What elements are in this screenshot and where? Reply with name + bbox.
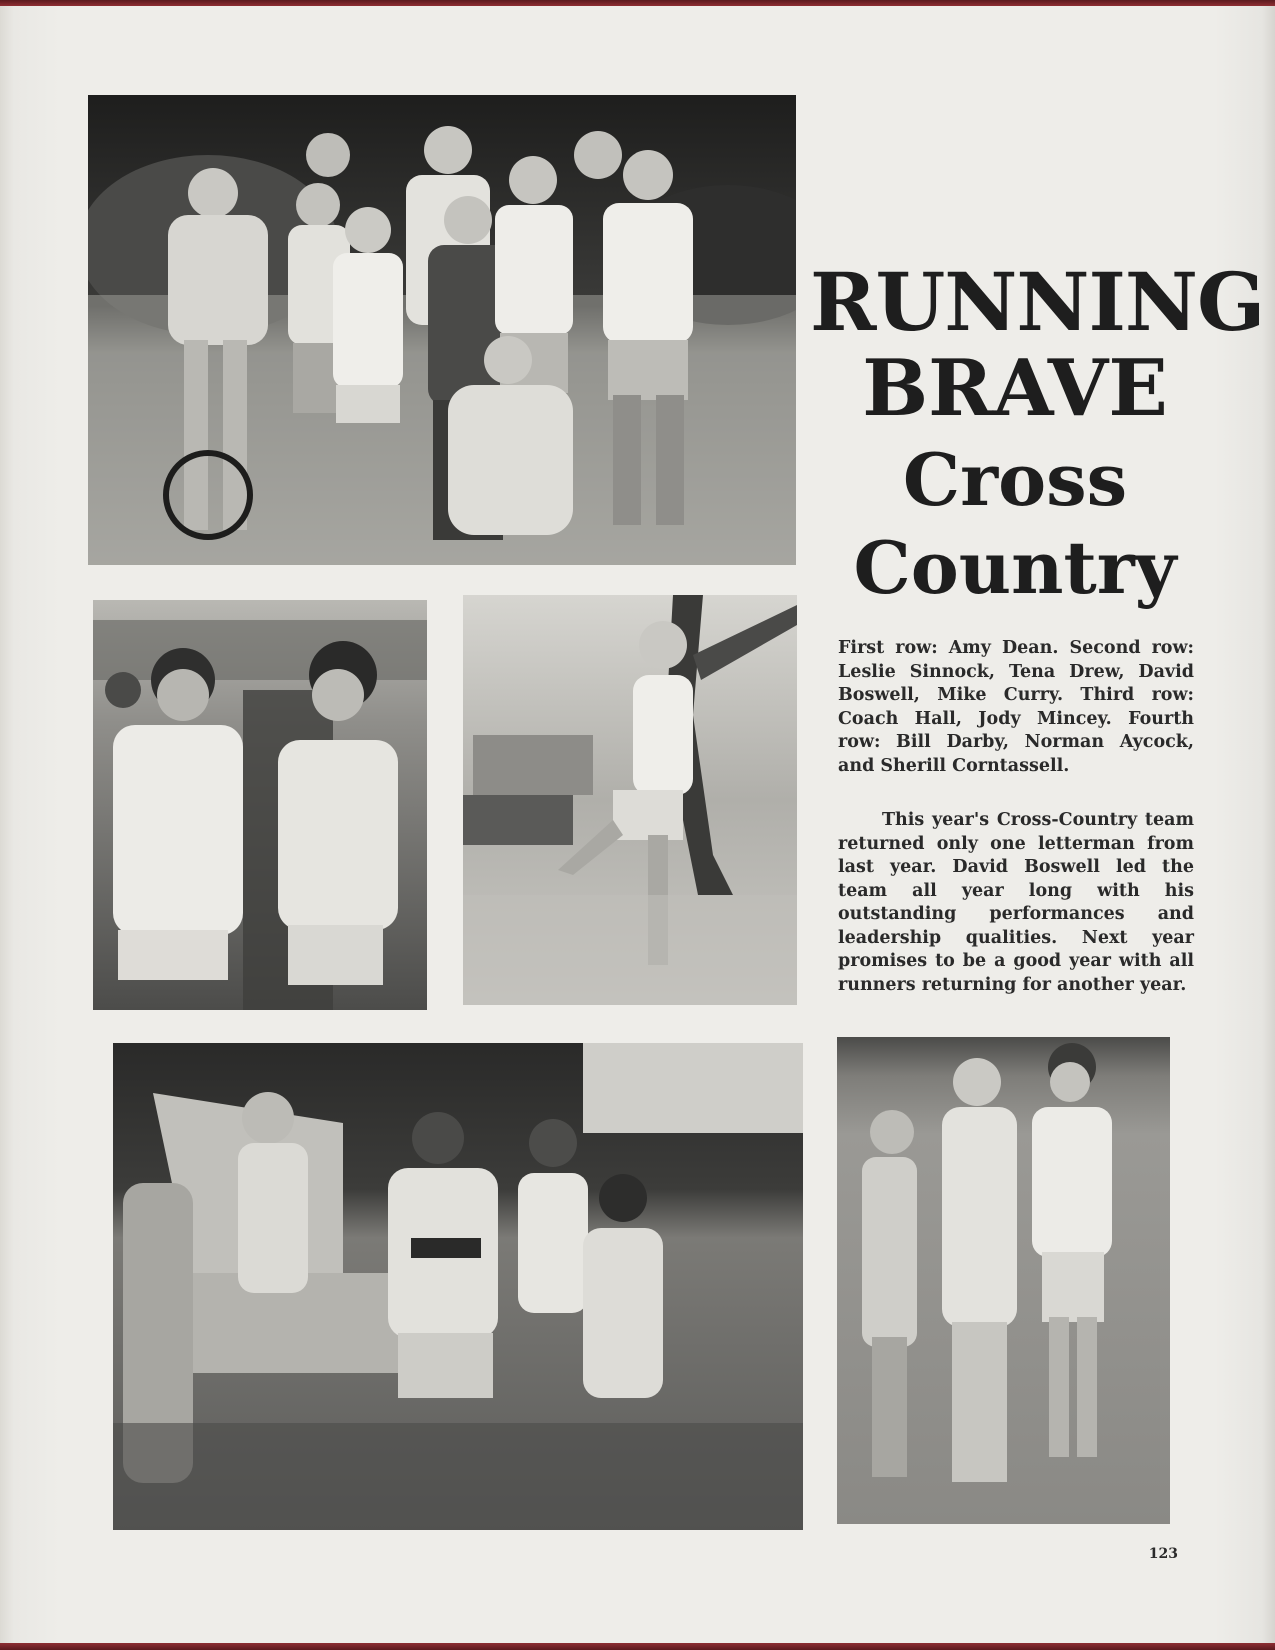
runners-resting-photo xyxy=(837,1037,1170,1524)
page-number: 123 xyxy=(1148,1546,1178,1562)
title-line-1: RUNNING xyxy=(810,255,1265,349)
team-group-photo xyxy=(88,95,796,565)
runner-in-motion-photo xyxy=(463,595,797,1005)
title-line-2: BRAVE xyxy=(862,343,1168,434)
photo-caption: First row: Amy Dean. Second row: Leslie Sinnock, Tena Drew, David Boswell, Mike Curry. Third row: Coach Hall, Jody Mincey. Fourth row: Bill Darby, Norman Aycock, and Sherill Corntassell. xyxy=(838,638,1194,776)
runners-talking-photo xyxy=(93,600,427,1010)
page-edge-bottom xyxy=(0,1643,1275,1650)
article-body: This year's Cross-Country team returned only one letterman from last year. David Boswell led the team all year long with his outstanding performances and leadership qualities. Next year promises to be a good year with all runners returning for another year. xyxy=(838,810,1194,995)
title-line-4: Country xyxy=(853,525,1177,610)
page-edge-top xyxy=(0,0,1275,6)
runners-at-trailer-photo xyxy=(113,1043,803,1530)
title-line-3: Cross xyxy=(902,437,1128,522)
page-title xyxy=(810,255,1265,610)
